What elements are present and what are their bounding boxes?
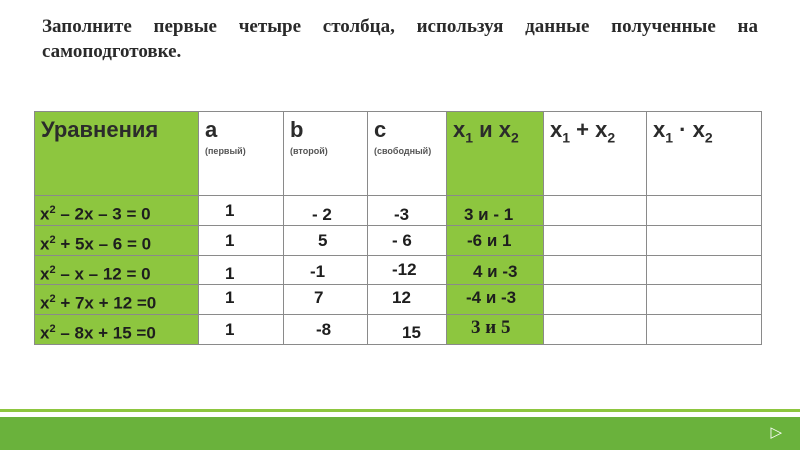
table-row: [35, 196, 762, 226]
header-c: [368, 112, 447, 196]
a-value: 1: [225, 263, 235, 283]
header-a-label: а: [205, 117, 218, 142]
product-cell[interactable]: [647, 314, 762, 344]
footer-divider: [0, 409, 800, 412]
b-value: -1: [310, 261, 326, 281]
sum-cell[interactable]: [544, 226, 647, 256]
a-value: 1: [225, 319, 235, 339]
product-cell[interactable]: [647, 196, 762, 226]
a-value: 1: [225, 288, 235, 308]
header-b-label: b: [290, 117, 304, 142]
c-cell: [368, 255, 447, 285]
c-cell: [368, 314, 447, 344]
header-product-label: $x_1 \cdot x_2$: [653, 117, 713, 146]
b-cell: [284, 314, 368, 344]
header-equations: [35, 112, 199, 196]
header-b: [284, 112, 368, 196]
b-cell: [284, 285, 368, 315]
c-value: - 6: [392, 231, 412, 250]
footer-bar: [0, 417, 800, 450]
header-roots-label: $x_1$ и $x_2$: [453, 117, 519, 146]
roots-cell: [447, 314, 544, 344]
header-product: [647, 112, 762, 196]
equation-cell: [35, 314, 199, 344]
roots-value: 3 и 5: [471, 316, 511, 338]
c-value: -3: [394, 205, 410, 224]
sum-cell[interactable]: [544, 285, 647, 315]
equation-text: $x^2 - x - 12 = 0$: [40, 263, 151, 284]
a-value: 1: [225, 201, 235, 220]
product-cell[interactable]: [647, 226, 762, 256]
roots-value: -6 и 1: [467, 231, 512, 250]
equation-cell: [35, 255, 199, 285]
header-sum: [544, 112, 647, 196]
c-cell: [368, 285, 447, 315]
sum-cell[interactable]: [544, 314, 647, 344]
header-equations-label: Уравнения: [41, 117, 159, 142]
b-cell: [284, 226, 368, 256]
a-cell: [199, 226, 284, 256]
header-a: [199, 112, 284, 196]
table-row: [35, 226, 762, 256]
a-cell: [199, 196, 284, 226]
sum-cell[interactable]: [544, 255, 647, 285]
equation-cell: [35, 226, 199, 256]
equation-cell: [35, 196, 199, 226]
roots-cell: [447, 226, 544, 256]
b-cell: [284, 255, 368, 285]
b-value: 7: [314, 288, 324, 308]
equations-table: [34, 111, 762, 345]
header-a-sublabel: (первый): [205, 146, 246, 156]
header-c-sublabel: (свободный): [374, 146, 432, 156]
equation-text: $x^2 - 2x - 3 = 0$: [40, 204, 151, 224]
roots-cell: [447, 285, 544, 315]
c-value: 15: [402, 322, 421, 342]
a-value: 1: [225, 231, 235, 250]
equation-text: $x^2 - 8x + 15 =0$: [40, 322, 156, 343]
product-cell[interactable]: [647, 285, 762, 315]
header-roots: [447, 112, 544, 196]
table-row: [35, 285, 762, 315]
header-c-label: c: [374, 117, 387, 142]
roots-value: 4 и -3: [473, 261, 518, 281]
header-sum-label: $x_1 + x_2$: [550, 117, 616, 146]
c-cell: [368, 226, 447, 256]
equation-text: $x^2 + 5x - 6 = 0$: [40, 234, 152, 254]
equation-cell: [35, 285, 199, 315]
header-row: [35, 112, 762, 196]
instruction-text: Заполните первые четыре столбца, используя данные полученные на самоподготовке.: [42, 16, 758, 62]
b-value: - 2: [312, 205, 332, 224]
roots-value: -4 и -3: [466, 288, 517, 308]
roots-cell: [447, 255, 544, 285]
c-cell: [368, 196, 447, 226]
b-value: 5: [318, 231, 328, 250]
a-cell: [199, 285, 284, 315]
product-cell[interactable]: [647, 255, 762, 285]
c-value: 12: [392, 288, 411, 308]
header-b-sublabel: (второй): [290, 146, 328, 156]
equation-text: $x^2 + 7x + 12 =0$: [40, 293, 157, 313]
sum-cell[interactable]: [544, 196, 647, 226]
roots-value: 3 и - 1: [464, 205, 514, 224]
a-cell: [199, 314, 284, 344]
a-cell: [199, 255, 284, 285]
table-row: [35, 255, 762, 285]
b-cell: [284, 196, 368, 226]
table-row: [35, 314, 762, 344]
roots-cell: [447, 196, 544, 226]
b-value: -8: [316, 319, 332, 339]
c-value: -12: [392, 259, 417, 279]
triangle-right-icon[interactable]: ▷: [770, 424, 782, 441]
